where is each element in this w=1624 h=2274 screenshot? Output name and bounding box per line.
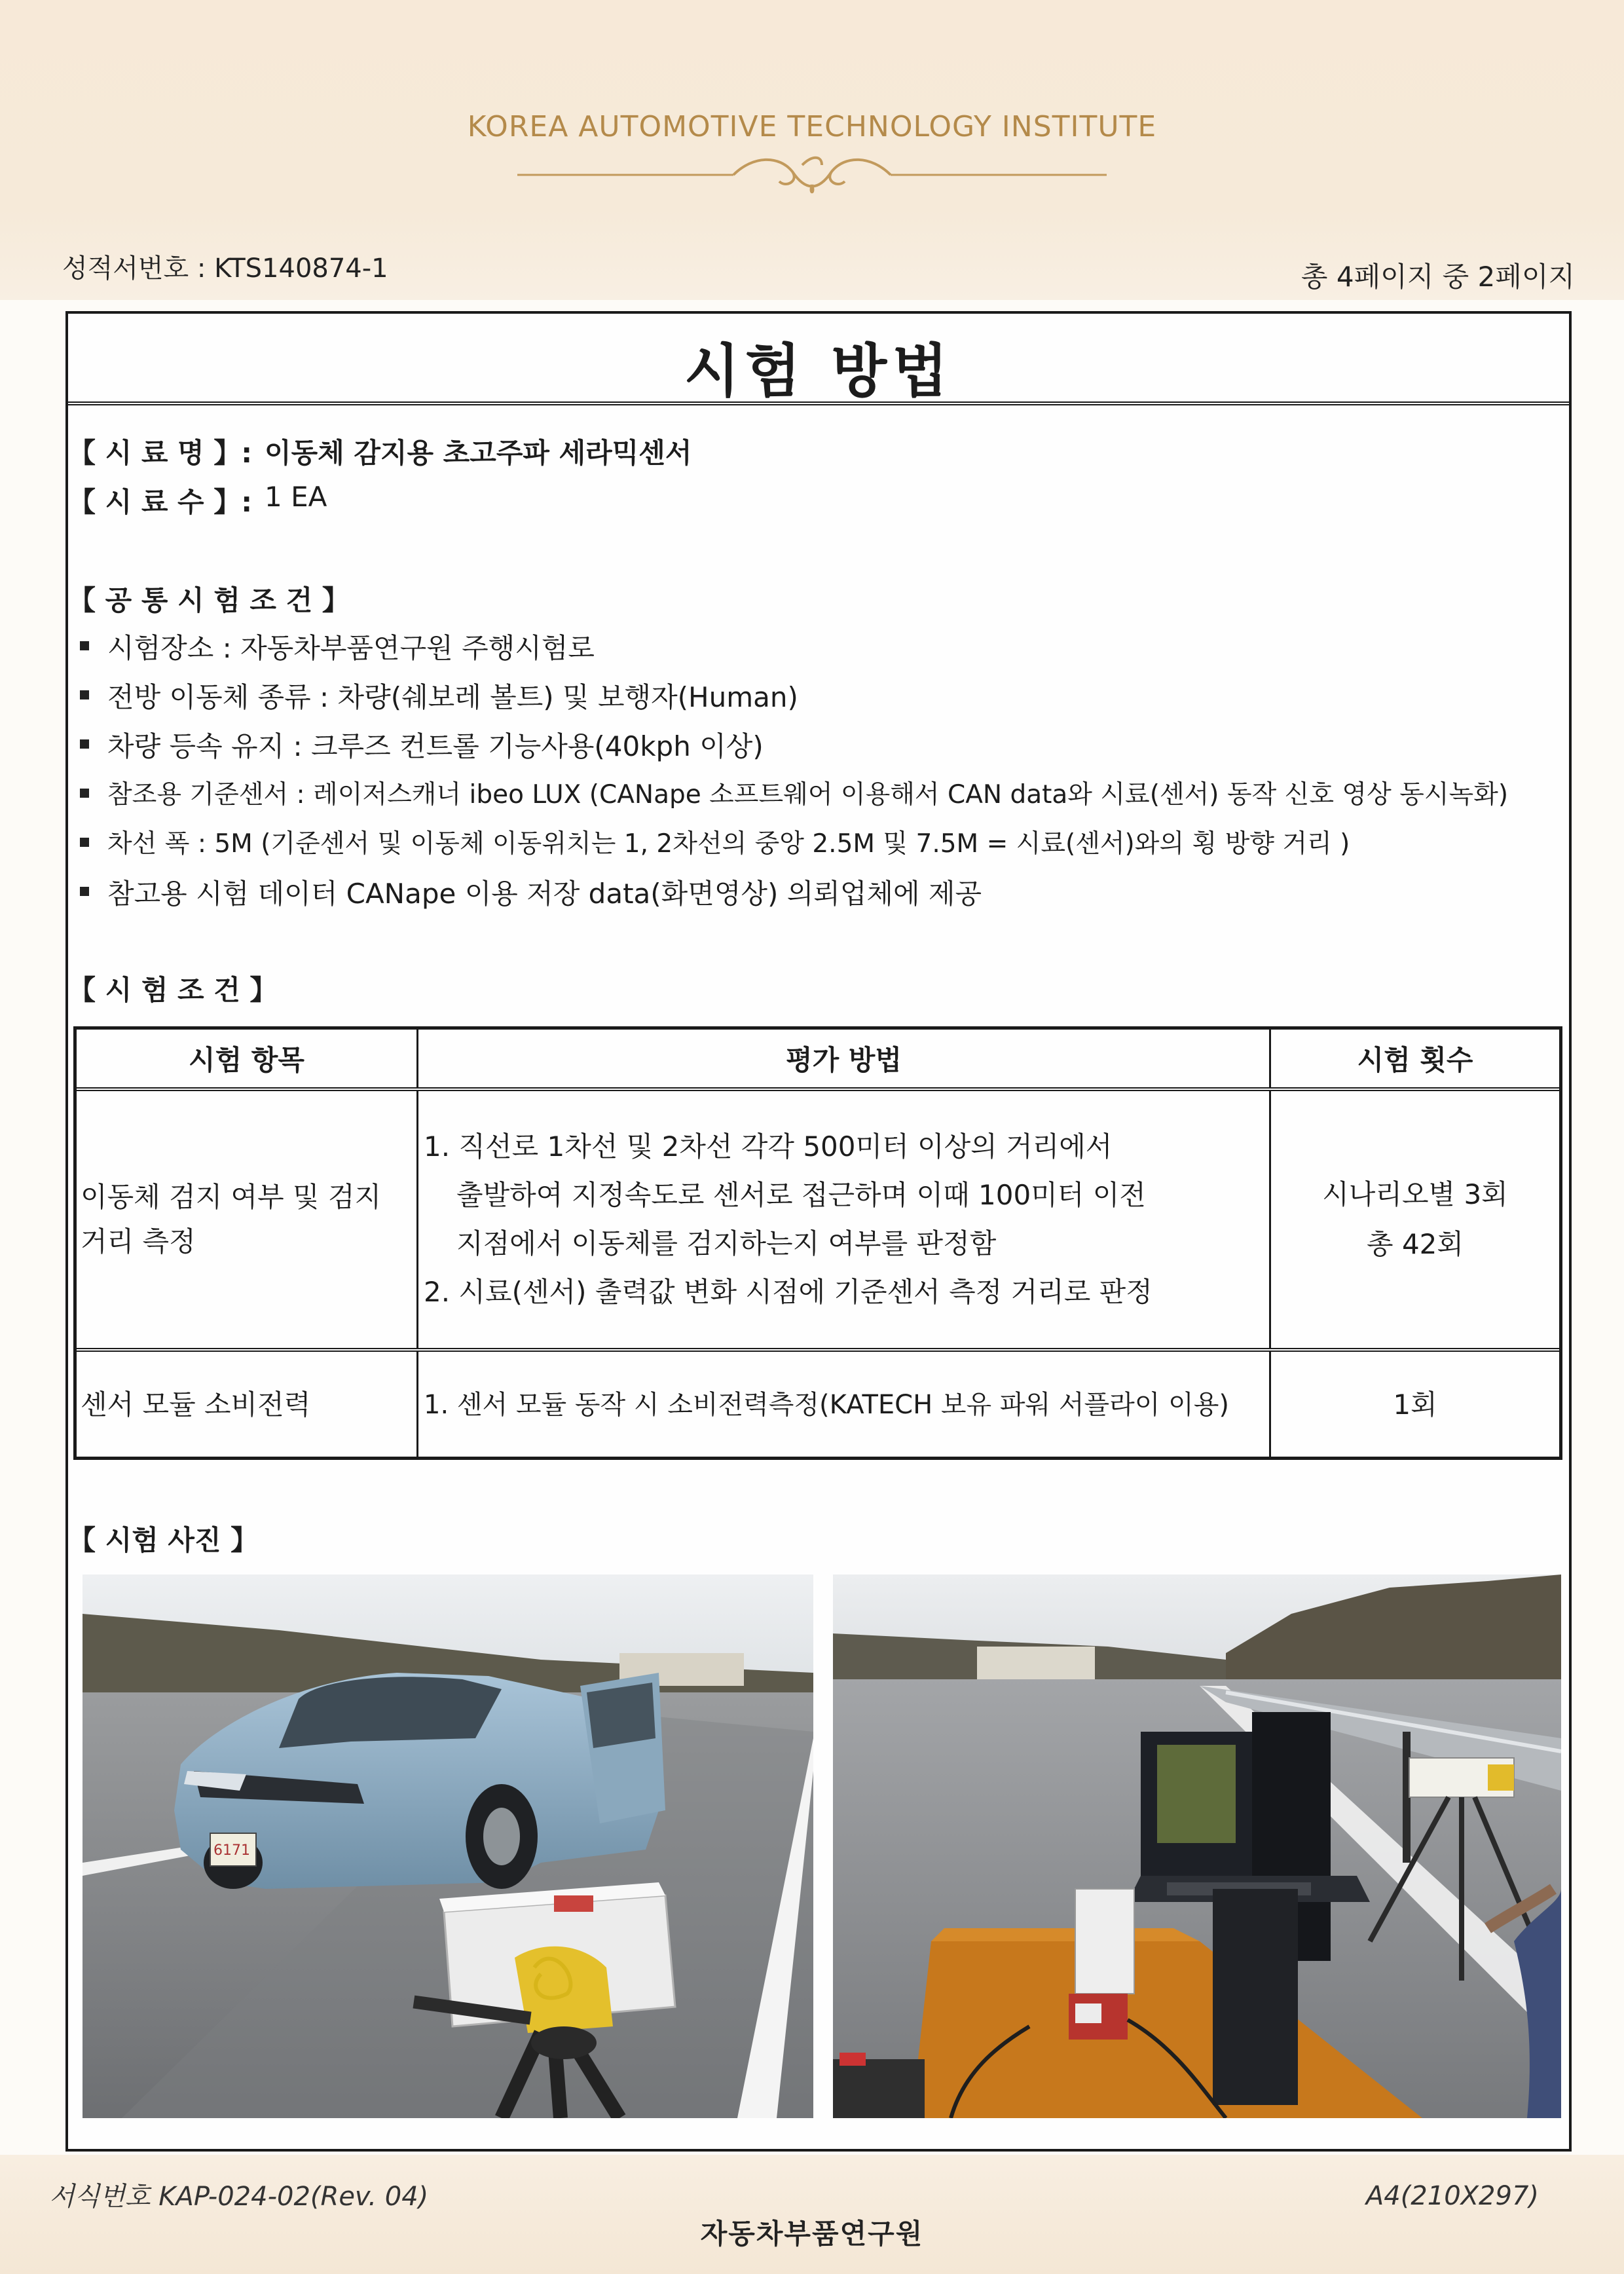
bullet-icon [80, 641, 89, 650]
common-condition-item: 전방 이동체 종류 : 차량(쉐보레 볼트) 및 보행자(Human) [107, 681, 798, 713]
sample-count-value: 1 EA [265, 481, 327, 513]
test-item-cell: 센서 모듈 소비전력 [76, 1350, 418, 1459]
common-condition-item: 참조용 기준센서 : 레이저스캐너 ibeo LUX (CANape 소프트웨어 이용해서 CAN data와 시료(센서) 동작 신호 영상 동시녹화) [107, 780, 1509, 810]
photos-heading: 【 시험 사진 】 [68, 1524, 259, 1556]
method-line: 지점에서 이동체를 검지하는지 여부를 판정함 [456, 1227, 997, 1259]
test-conditions-table [75, 1028, 1561, 1460]
test-item-cell [76, 1089, 418, 1350]
count-text: 총 42회 [1367, 1228, 1464, 1260]
sample-name-label: 【 시 료 명 】: [68, 437, 253, 469]
bullet-icon [80, 887, 89, 896]
vehicle-photo-image [83, 1575, 813, 2118]
sample-name-value: 이동체 감지용 초고주파 세라믹센서 [265, 437, 692, 469]
test-conditions-heading: 【 시 험 조 건 】 [68, 974, 278, 1006]
common-condition-item: 차선 폭 : 5M (기준센서 및 이동체 이동위치는 1, 2차선의 중앙 2.5M 및 7.5M = 시료(센서)와의 횡 방향 거리 ) [107, 829, 1350, 859]
common-condition-item: 참고용 시험 데이터 CANape 이용 저장 data(화면영상) 의뢰업체에 제공 [107, 878, 982, 910]
count-cell [1270, 1089, 1560, 1350]
method-line: 1. 센서 모듈 동작 시 소비전력측정(KATECH 보유 파워 서플라이 이용) [424, 1390, 1230, 1420]
footer-institute-name: 자동차부품연구원 [700, 2218, 924, 2250]
document-frame [65, 311, 1572, 2152]
institute-name: KOREA AUTOMOTIVE TECHNOLOGY INSTITUTE [467, 110, 1157, 143]
bullet-icon [80, 838, 89, 847]
table-row [76, 1089, 1560, 1350]
bullet-icon [80, 690, 89, 699]
method-line: 1. 직선로 1차선 및 2차선 각각 500미터 이상의 거리에서 [424, 1130, 1113, 1163]
column-header: 평가 방법 [418, 1029, 1270, 1090]
form-number: 서식번호 KAP-024-02(Rev. 04) [49, 2182, 429, 2212]
column-header: 시험 항목 [76, 1029, 418, 1090]
method-line: 2. 시료(센서) 출력값 변화 시점에 기준센서 측정 거리로 판정 [424, 1276, 1153, 1308]
report-number: 성적서번호 : KTS140874-1 [62, 253, 388, 284]
title-row [68, 314, 1569, 405]
bullet-icon [80, 739, 89, 749]
common-conditions-heading: 【 공 통 시 험 조 건 】 [68, 584, 350, 616]
bullet-icon [80, 789, 89, 798]
method-cell [418, 1350, 1270, 1459]
method-line: 출발하여 지정속도로 센서로 접근하며 이때 100미터 이전 [456, 1179, 1146, 1211]
test-item-text: 거리 측정 [81, 1225, 196, 1258]
paper-size: A4(210X297) [1365, 2181, 1539, 2211]
table-row [76, 1350, 1560, 1459]
ornament-divider-icon [517, 152, 1107, 198]
column-header: 시험 횟수 [1270, 1029, 1560, 1090]
test-photo-equipment [833, 1575, 1561, 2118]
equipment-photo-image [833, 1575, 1561, 2118]
common-condition-item: 차량 등속 유지 : 크루즈 컨트롤 기능사용(40kph 이상) [107, 730, 764, 762]
method-cell [418, 1089, 1270, 1350]
page-count: 총 4페이지 중 2페이지 [1301, 261, 1575, 293]
common-condition-item: 시험장소 : 자동차부품연구원 주행시험로 [107, 632, 595, 664]
count-cell: 1회 [1270, 1350, 1560, 1459]
table-header-row [76, 1029, 1560, 1090]
test-photo-vehicle [83, 1575, 813, 2118]
page-title: 시험 방법 [684, 337, 953, 405]
license-plate: 6171 [213, 1842, 250, 1859]
count-text: 시나리오별 3회 [1322, 1178, 1508, 1210]
test-item-text: 이동체 검지 여부 및 검지 [81, 1181, 382, 1213]
sample-count-label: 【 시 료 수 】: [68, 486, 253, 518]
